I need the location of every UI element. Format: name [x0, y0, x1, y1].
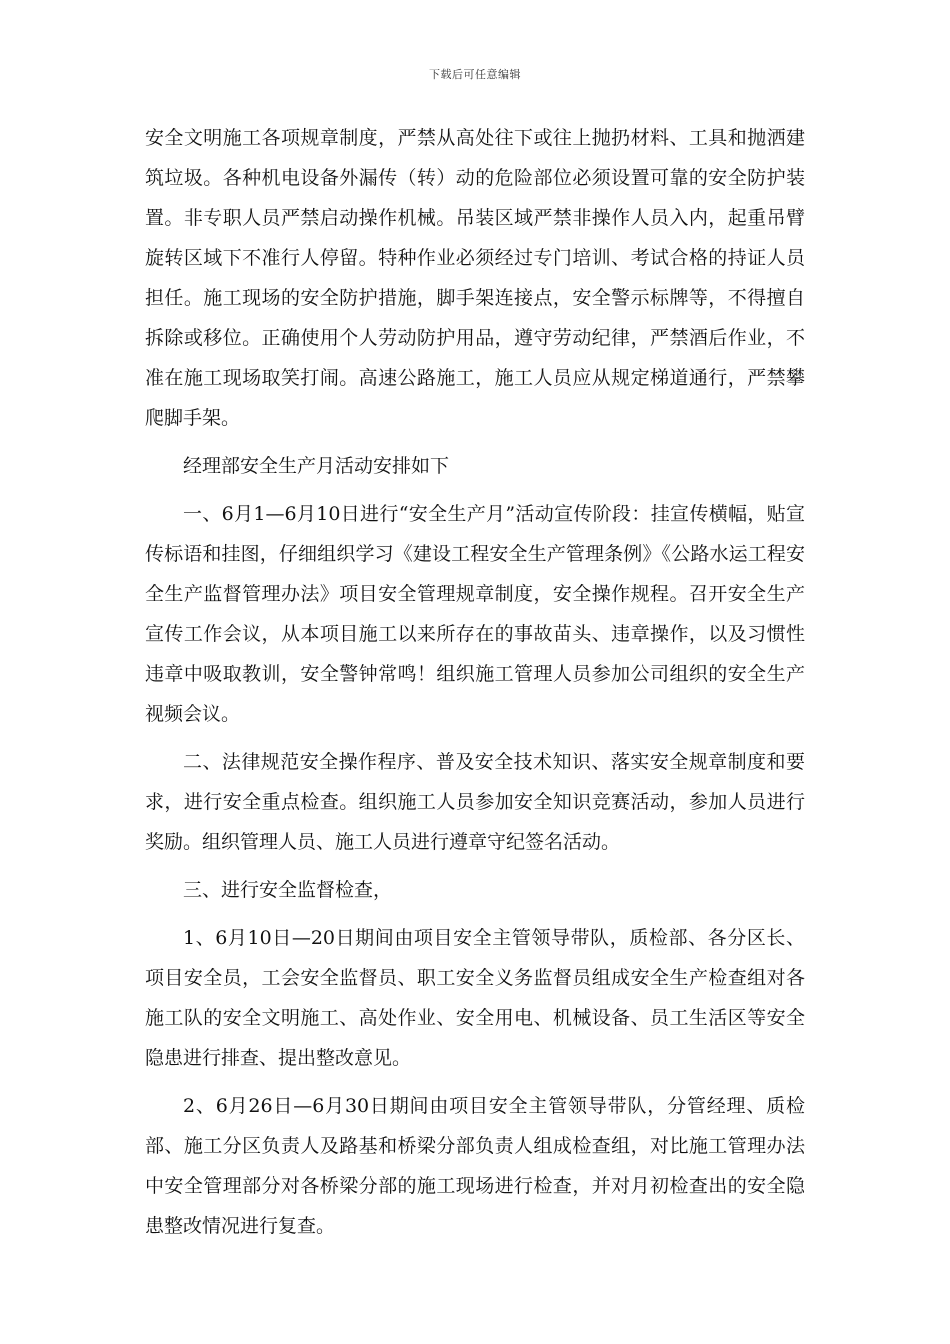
- paragraph-phase-three-heading: 三、进行安全监督检查，: [183, 879, 393, 901]
- document-body: [145, 118, 805, 1254]
- paragraph-phase-two: 二、法律规范安全操作程序、普及安全技术知识、落实安全规章制度和要求，进行安全重点检查。组织施工人员参加安全知识竞赛活动，参加人员进行奖励。组织管理人员、施工人员进行遵章守纪签名活动。: [145, 751, 805, 853]
- paragraph-inspection-two: 2、6月26日—6月30日期间由项目安全主管领导带队，分管经理、质检部、施工分区负责人及路基和桥梁分部负责人组成检查组，对比施工管理办法中安全管理部分对各桥梁分部的施工现场进行检查，并对月初检查出的安全隐患整改情况进行复查。: [145, 1095, 805, 1237]
- page-header: 下载后可任意编辑: [429, 68, 521, 81]
- paragraph-activity-heading: 经理部安全生产月活动安排如下: [183, 455, 450, 477]
- paragraph-inspection-one: 1、6月10日—20日期间由项目安全主管领导带队，质检部、各分区长、项目安全员，工会安全监督员、职工安全义务监督员组成安全生产检查组对各施工队的安全文明施工、高处作业、安全用电、机械设备、员工生活区等安全隐患进行排查、提出整改意见。: [145, 927, 805, 1069]
- paragraph-safety-rules: 安全文明施工各项规章制度，严禁从高处往下或往上抛扔材料、工具和抛洒建筑垃圾。各种机电设备外漏传（转）动的危险部位必须设置可靠的安全防护装置。非专职人员严禁启动操作机械。吊装区域严禁非操作人员入内，起重吊臂旋转区域下不准行人停留。特种作业必须经过专门培训、考试合格的持证人员担任。施工现场的安全防护措施，脚手架连接点，安全警示标牌等，不得擅自拆除或移位。正确使用个人劳动防护用品，遵守劳动纪律，严禁酒后作业，不准在施工现场取笑打闹。高速公路施工，施工人员应从规定梯道通行，严禁攀爬脚手架。: [145, 127, 805, 429]
- paragraph-phase-one: 一、6月1—6月10日进行“安全生产月”活动宣传阶段：挂宣传横幅，贴宣传标语和挂图，仔细组织学习《建设工程安全生产管理条例》《公路水运工程安全生产监督管理办法》项目安全管理规章制度，安全操作规程。召开安全生产宣传工作会议，从本项目施工以来所存在的事故苗头、违章操作，以及习惯性违章中吸取教训，安全警钟常鸣！组织施工管理人员参加公司组织的安全生产视频会议。: [145, 503, 805, 725]
